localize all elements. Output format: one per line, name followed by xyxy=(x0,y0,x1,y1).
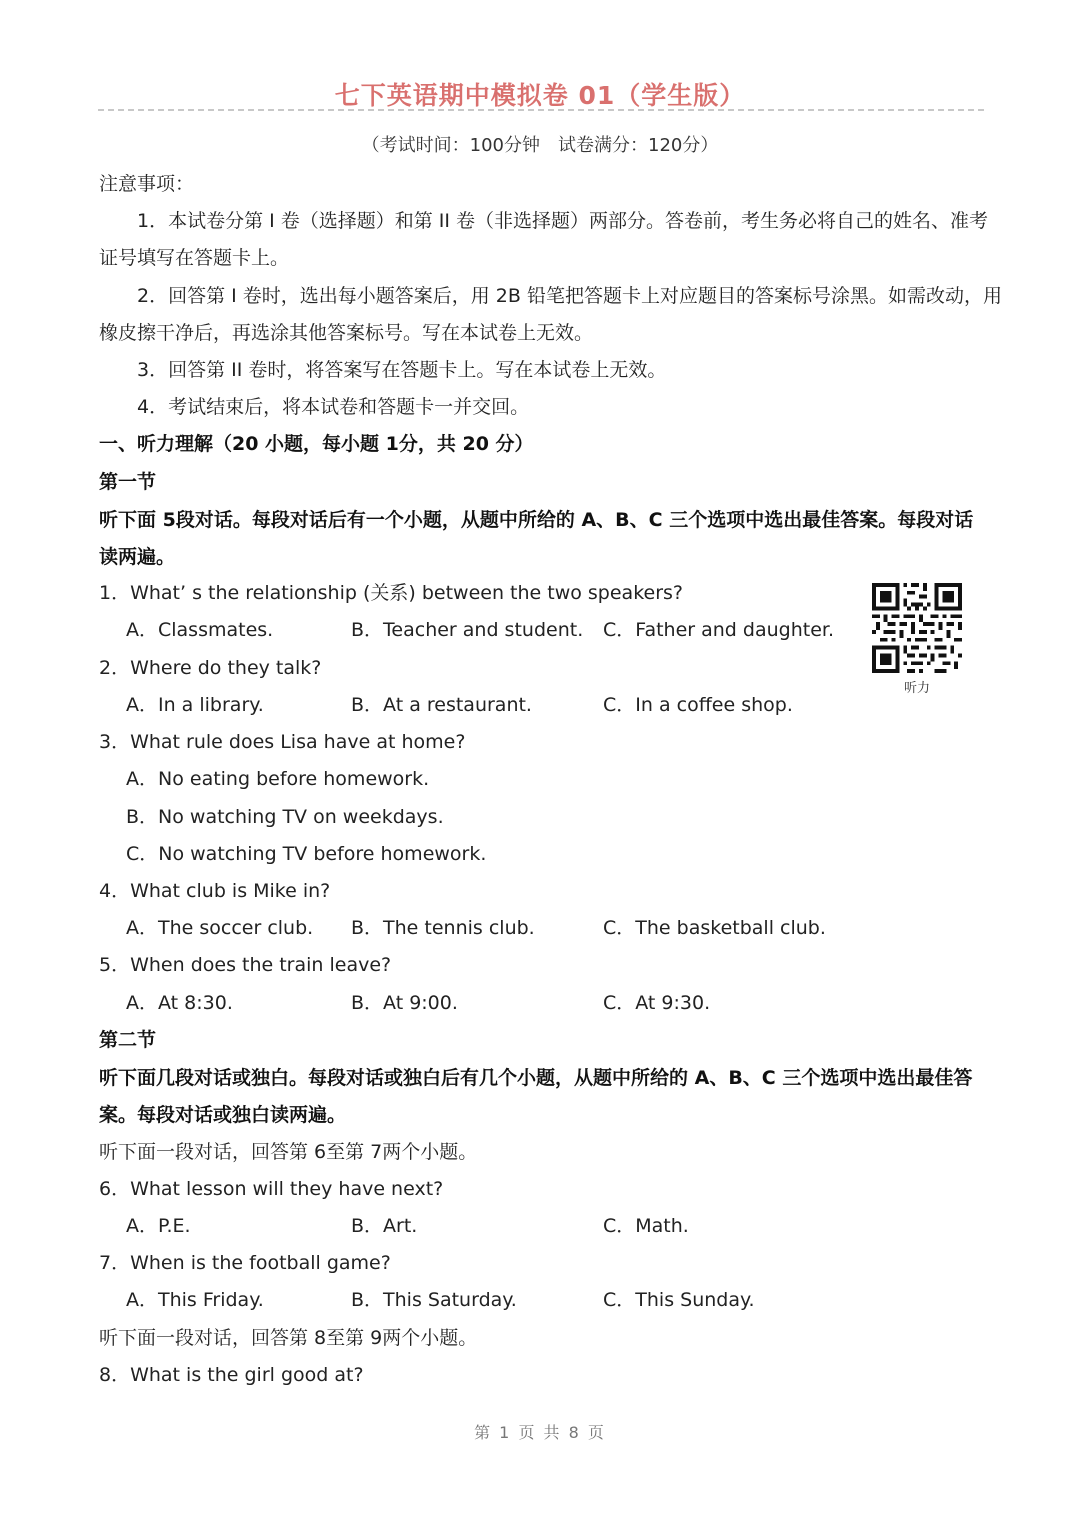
question: 7．When is the football game? xyxy=(99,1252,391,1274)
page-number: 第 1 页 共 8 页 xyxy=(474,1423,606,1442)
qr-code-icon[interactable] xyxy=(871,583,963,673)
question: 4．What club is Mike in? xyxy=(99,880,331,902)
option-b: B．The tennis club. xyxy=(351,917,535,939)
option-a: A．This Friday. xyxy=(126,1289,264,1311)
option-c: C．No watching TV before homework. xyxy=(126,843,487,865)
option-a: A．No eating before homework. xyxy=(126,768,430,790)
option-c: C．This Sunday. xyxy=(603,1289,755,1311)
question: 6．What lesson will they have next? xyxy=(99,1178,444,1200)
question: 3．What rule does Lisa have at home? xyxy=(99,731,466,753)
page-title: 七下英语期中模拟卷 01（学生版） xyxy=(334,81,746,110)
section-instructions: 听下面 5段对话。每段对话后有一个小题，从题中所给的 A、B、C 三个选项中选出最佳答案。每段对话 xyxy=(99,509,974,531)
option-a: A．At 8:30. xyxy=(126,992,233,1014)
group-instructions: 听下面一段对话，回答第 8至第 9两个小题。 xyxy=(99,1327,478,1349)
option-a: A．In a library. xyxy=(126,694,264,716)
option-b: B．This Saturday. xyxy=(351,1289,517,1311)
option-b: B．Art. xyxy=(351,1215,418,1237)
option-a: A．The soccer club. xyxy=(126,917,314,939)
option-a: A．Classmates. xyxy=(126,619,274,641)
group-instructions: 听下面一段对话，回答第 6至第 7两个小题。 xyxy=(99,1141,478,1163)
notice-item: 2．回答第 I 卷时，选出每小题答案后，用 2B 铅笔把答题卡上对应题目的答案标号涂黑。如需改动，用 xyxy=(137,285,1002,307)
notice-item: 4．考试结束后，将本试卷和答题卡一并交回。 xyxy=(137,396,530,418)
title-divider xyxy=(98,109,984,111)
exam-info: （考试时间：100分钟 试卷满分：120分） xyxy=(361,135,719,156)
notice-item: 橡皮擦干净后，再选涂其他答案标号。写在本试卷上无效。 xyxy=(99,322,594,344)
option-b: B．At 9:00. xyxy=(351,992,458,1014)
option-c: C．At 9:30. xyxy=(603,992,711,1014)
question: 2．Where do they talk? xyxy=(99,657,322,679)
notice-item: 1．本试卷分第 I 卷（选择题）和第 II 卷（非选择题）两部分。答卷前，考生务必将自己的姓名、准考 xyxy=(137,210,989,232)
section-label: 第二节 xyxy=(99,1029,157,1051)
question: 8．What is the girl good at? xyxy=(99,1364,364,1386)
option-b: B．Teacher and student. xyxy=(351,619,584,641)
question: 5．When does the train leave? xyxy=(99,954,392,976)
option-b: B．At a restaurant. xyxy=(351,694,532,716)
option-c: C．Math. xyxy=(603,1215,689,1237)
option-b: B．No watching TV on weekdays. xyxy=(126,806,444,828)
notice-heading: 注意事项： xyxy=(99,173,195,195)
notice-item: 3．回答第 II 卷时，将答案写在答题卡上。写在本试卷上无效。 xyxy=(137,359,667,381)
section-instructions: 案。每段对话或独白读两遍。 xyxy=(99,1104,347,1126)
option-c: C．Father and daughter. xyxy=(603,619,835,641)
section-label: 第一节 xyxy=(99,471,157,493)
section-instructions: 听下面几段对话或独白。每段对话或独白后有几个小题，从题中所给的 A、B、C 三个选项中选出最佳答 xyxy=(99,1067,973,1089)
part-heading: 一、听力理解（20 小题，每小题 1分，共 20 分） xyxy=(99,433,534,455)
question: 1．What’ s the relationship (关系) between the two speakers? xyxy=(99,582,684,604)
qr-caption: 听力 xyxy=(903,681,930,696)
option-c: C．In a coffee shop. xyxy=(603,694,793,716)
section-instructions: 读两遍。 xyxy=(99,546,176,568)
option-a: A．P.E. xyxy=(126,1215,191,1237)
option-c: C．The basketball club. xyxy=(603,917,826,939)
notice-item: 证号填写在答题卡上。 xyxy=(99,247,290,269)
